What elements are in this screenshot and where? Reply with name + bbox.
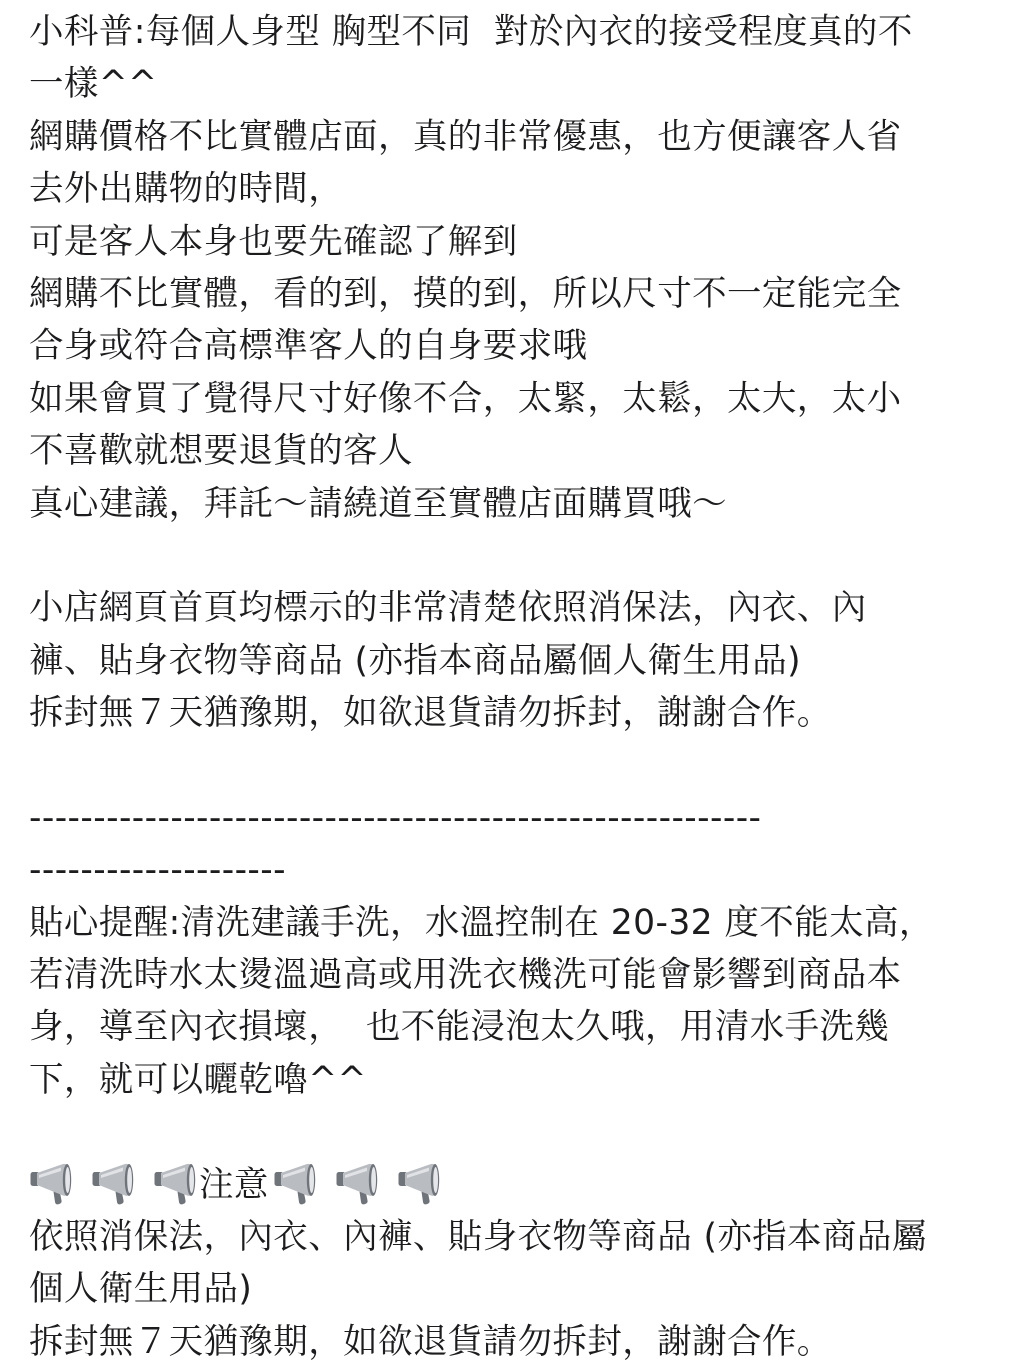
- text-line: 小店網頁首頁均標示的非常清楚依照消保法，內衣、內: [29, 588, 867, 629]
- text-line: 一樣^^: [29, 64, 158, 105]
- text-line: 網購價格不比實體店面，真的非常優惠，也方便讓客人省: [29, 116, 902, 157]
- megaphone-icon: [335, 1162, 379, 1208]
- text-line: 網購不比實體，看的到，摸的到，所以尺寸不一定能完全: [29, 273, 902, 314]
- blank-line: [29, 1106, 997, 1158]
- text-line: 真心建議，拜託～請繞道至實體店面購買哦～: [29, 483, 727, 524]
- text-line: 拆封無７天猶豫期，如欲退貨請勿拆封，謝謝合作。: [29, 1321, 832, 1362]
- text-line: 合身或符合高標準客人的自身要求哦: [29, 326, 588, 367]
- section-return-policy: [29, 582, 997, 739]
- text-line: 下，就可以曬乾嚕^^: [29, 1059, 367, 1100]
- text-line: 可是客人本身也要先確認了解到: [29, 221, 518, 262]
- text-line: 褲、貼身衣物等商品 (亦指本商品屬個人衛生用品): [29, 640, 801, 681]
- megaphone-icon: [273, 1162, 317, 1208]
- text-line: 小科普:每個人身型 胸型不同 對於內衣的接受程度真的不: [29, 12, 913, 52]
- blank-line: [29, 530, 997, 582]
- megaphone-icon: [153, 1162, 197, 1208]
- text-line: 拆封無７天猶豫期，如欲退貨請勿拆封，謝謝合作。: [29, 693, 832, 734]
- text-line: 如果會買了覺得尺寸好像不合，太緊，太鬆，太大，太小: [29, 378, 902, 419]
- text-line: 身，導至內衣損壞， 也不能浸泡太久哦，用清水手洗幾: [29, 1007, 890, 1048]
- document-body: [29, 6, 997, 1368]
- divider-line: --------------------: [29, 850, 286, 891]
- section-notice-policy: [29, 1211, 997, 1368]
- notice-word: 注意: [199, 1164, 269, 1205]
- text-line: 若清洗時水太燙溫過高或用洗衣機洗可能會影響到商品本: [29, 955, 902, 996]
- dashed-divider: [29, 792, 997, 897]
- notice-heading: [29, 1159, 997, 1211]
- text-line: 去外出購物的時間，: [29, 169, 344, 210]
- section-washing-tips: [29, 897, 997, 1107]
- section-sizing-advice: [29, 6, 997, 530]
- megaphone-icon: [29, 1162, 73, 1208]
- megaphone-icon: [91, 1162, 135, 1208]
- text-line: 個人衛生用品): [29, 1269, 253, 1310]
- text-line: 依照消保法，內衣、內褲、貼身衣物等商品 (亦指本商品屬: [29, 1216, 927, 1257]
- text-line: 不喜歡就想要退貨的客人: [29, 431, 413, 472]
- blank-line: [29, 739, 997, 791]
- divider-line: ---------------------------------------------------------: [29, 797, 762, 838]
- text-line: 貼心提醒:清洗建議手洗，水溫控制在 20-32 度不能太高，: [29, 902, 934, 943]
- megaphone-icon: [397, 1162, 441, 1208]
